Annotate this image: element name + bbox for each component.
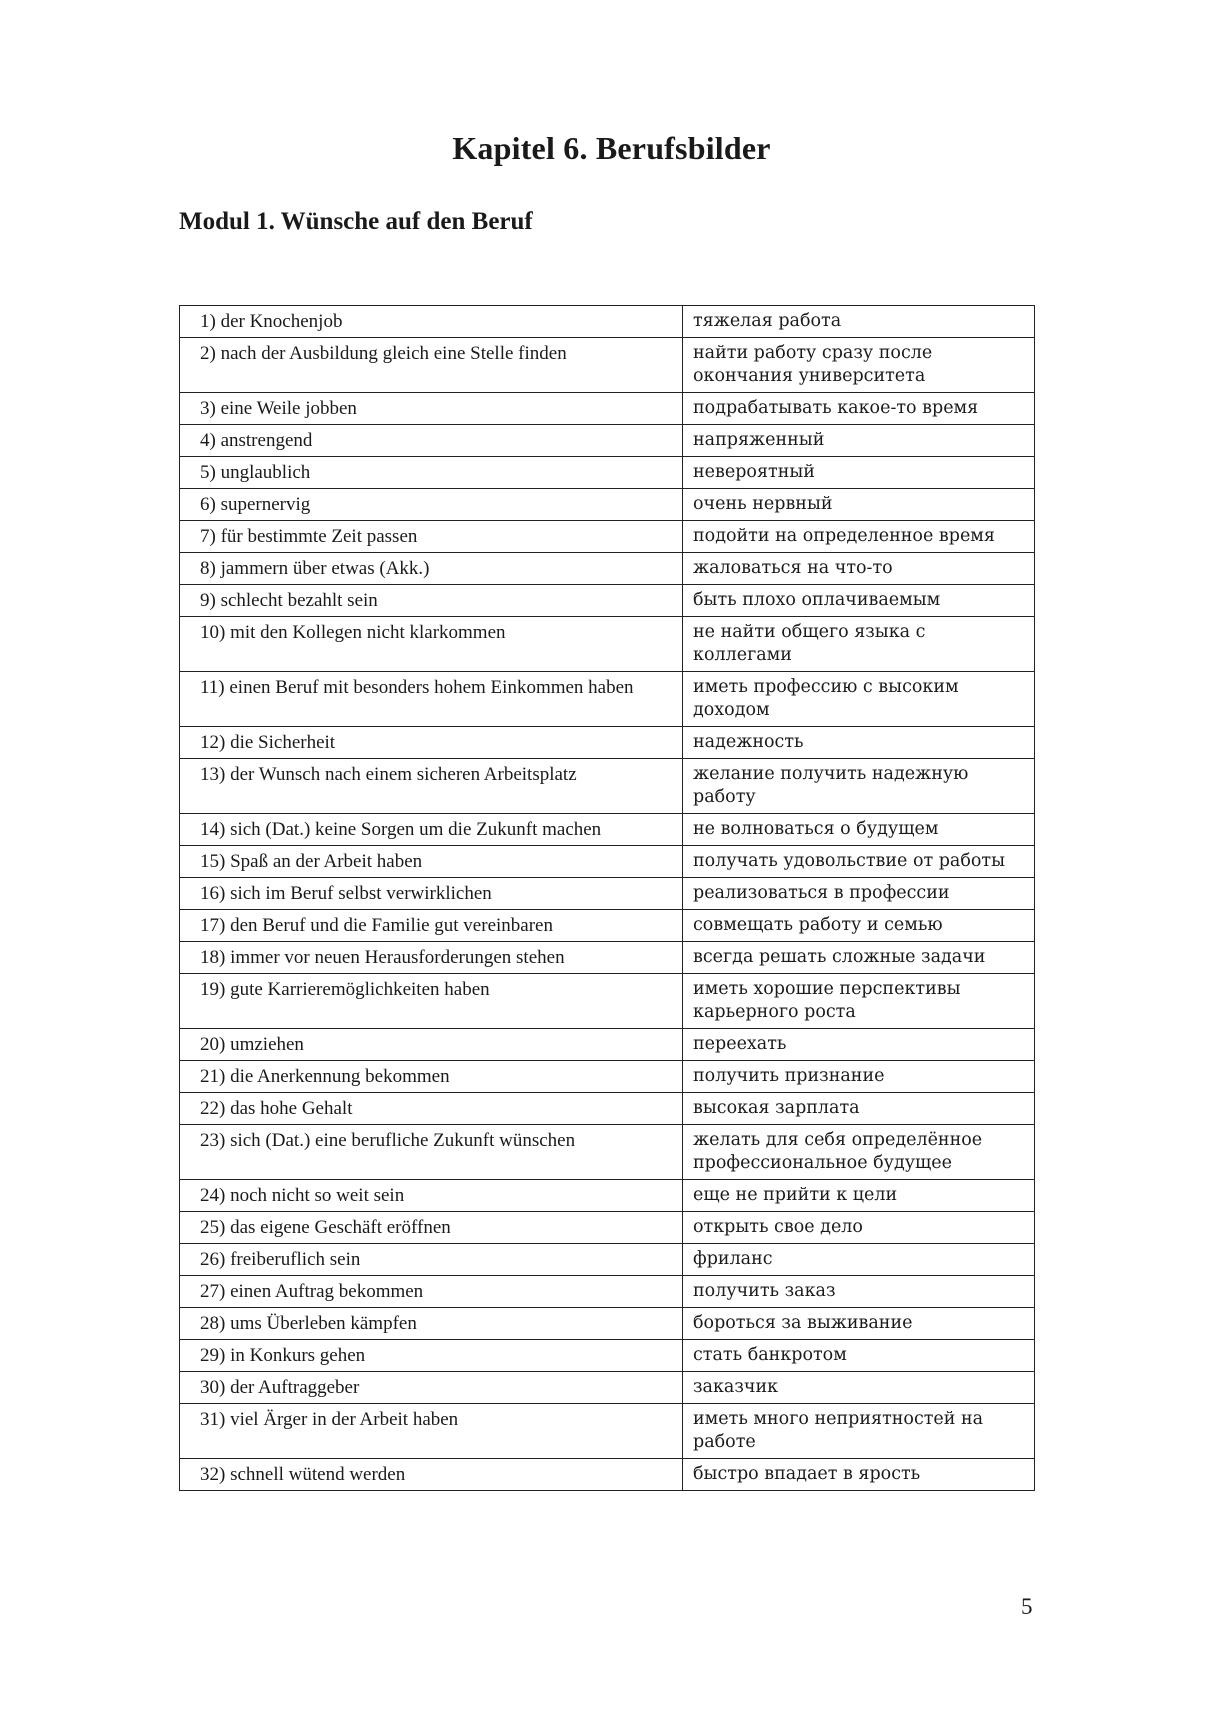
vocabulary-row — [180, 425, 1035, 457]
german-term-cell — [180, 1276, 683, 1308]
german-term: 8) jammern über etwas (Akk.) — [200, 558, 430, 579]
vocabulary-row — [180, 553, 1035, 585]
german-term-cell — [180, 425, 683, 457]
russian-translation: надежность — [683, 727, 1035, 759]
vocabulary-row — [180, 457, 1035, 489]
german-term-cell — [180, 974, 683, 1029]
german-term-cell — [180, 1061, 683, 1093]
vocabulary-row — [180, 878, 1035, 910]
german-term-cell — [180, 1404, 683, 1459]
vocabulary-row — [180, 617, 1035, 672]
german-term: 32) schnell wütend werden — [200, 1464, 406, 1485]
german-term: 13) der Wunsch nach einem sicheren Arbeitsplatz — [200, 764, 577, 785]
german-term: 6) supernervig — [200, 494, 311, 515]
german-term: 2) nach der Ausbildung gleich eine Stelle finden — [200, 343, 567, 364]
vocabulary-row — [180, 1276, 1035, 1308]
vocabulary-row — [180, 521, 1035, 553]
russian-translation: иметь хорошие перспективы карьерного роста — [683, 974, 1035, 1029]
german-term: 5) unglaublich — [200, 462, 311, 483]
german-term-cell — [180, 521, 683, 553]
german-term: 27) einen Auftrag bekommen — [200, 1281, 424, 1302]
vocabulary-row — [180, 306, 1035, 338]
vocabulary-table-body — [180, 306, 1035, 1491]
german-term: 16) sich im Beruf selbst verwirklichen — [200, 883, 492, 904]
german-term: 9) schlecht bezahlt sein — [200, 590, 378, 611]
vocabulary-row — [180, 974, 1035, 1029]
vocabulary-row — [180, 393, 1035, 425]
russian-translation: жаловаться на что-то — [683, 553, 1035, 585]
german-term-cell — [180, 1212, 683, 1244]
german-term: 17) den Beruf und die Familie gut vereinbaren — [200, 915, 553, 936]
russian-translation: желание получить надежную работу — [683, 759, 1035, 814]
vocabulary-row — [180, 1125, 1035, 1180]
german-term: 23) sich (Dat.) eine berufliche Zukunft wünschen — [200, 1130, 576, 1151]
vocabulary-row — [180, 759, 1035, 814]
vocabulary-row — [180, 1459, 1035, 1491]
vocabulary-row — [180, 489, 1035, 521]
russian-translation: заказчик — [683, 1372, 1035, 1404]
russian-translation: быть плохо оплачиваемым — [683, 585, 1035, 617]
russian-translation: реализоваться в профессии — [683, 878, 1035, 910]
vocabulary-row — [180, 727, 1035, 759]
russian-translation: получить признание — [683, 1061, 1035, 1093]
vocabulary-row — [180, 1093, 1035, 1125]
russian-translation: получить заказ — [683, 1276, 1035, 1308]
german-term-cell — [180, 617, 683, 672]
german-term-cell — [180, 759, 683, 814]
vocabulary-row — [180, 338, 1035, 393]
vocabulary-row — [180, 672, 1035, 727]
vocabulary-row — [180, 1372, 1035, 1404]
german-term-cell — [180, 1372, 683, 1404]
german-term-cell — [180, 1459, 683, 1491]
vocabulary-row — [180, 846, 1035, 878]
russian-translation: невероятный — [683, 457, 1035, 489]
german-term: 7) für bestimmte Zeit passen — [200, 526, 418, 547]
german-term: 22) das hohe Gehalt — [200, 1098, 353, 1119]
vocabulary-row — [180, 1180, 1035, 1212]
german-term-cell — [180, 306, 683, 338]
russian-translation: не волноваться о будущем — [683, 814, 1035, 846]
german-term: 31) viel Ärger in der Arbeit haben — [200, 1409, 459, 1430]
module-title: Modul 1. Wünsche auf den Beruf — [179, 208, 533, 235]
german-term-cell — [180, 942, 683, 974]
russian-translation: фриланс — [683, 1244, 1035, 1276]
russian-translation: высокая зарплата — [683, 1093, 1035, 1125]
vocabulary-row — [180, 1212, 1035, 1244]
german-term-cell — [180, 1125, 683, 1180]
german-term: 28) ums Überleben kämpfen — [200, 1313, 417, 1334]
vocabulary-row — [180, 1308, 1035, 1340]
german-term: 15) Spaß an der Arbeit haben — [200, 851, 423, 872]
russian-translation: тяжелая работа — [683, 306, 1035, 338]
german-term: 12) die Sicherheit — [200, 732, 336, 753]
vocabulary-row — [180, 1061, 1035, 1093]
german-term-cell — [180, 1244, 683, 1276]
chapter-title: Kapitel 6. Berufsbilder — [452, 130, 771, 166]
german-term: 1) der Knochenjob — [200, 311, 343, 332]
german-term: 14) sich (Dat.) keine Sorgen um die Zukunft machen — [200, 819, 602, 840]
german-term-cell — [180, 727, 683, 759]
german-term-cell — [180, 1180, 683, 1212]
german-term: 20) umziehen — [200, 1034, 304, 1055]
russian-translation: еще не прийти к цели — [683, 1180, 1035, 1212]
german-term-cell — [180, 457, 683, 489]
german-term-cell — [180, 814, 683, 846]
german-term-cell — [180, 1308, 683, 1340]
german-term: 26) freiberuflich sein — [200, 1249, 361, 1270]
vocabulary-row — [180, 1029, 1035, 1061]
russian-translation: иметь профессию с высоким доходом — [683, 672, 1035, 727]
russian-translation: не найти общего языка с коллегами — [683, 617, 1035, 672]
german-term-cell — [180, 1029, 683, 1061]
german-term-cell — [180, 878, 683, 910]
vocabulary-row — [180, 942, 1035, 974]
russian-translation: желать для себя определённое профессиональное будущее — [683, 1125, 1035, 1180]
russian-translation: подрабатывать какое-то время — [683, 393, 1035, 425]
german-term-cell — [180, 489, 683, 521]
russian-translation: совмещать работу и семью — [683, 910, 1035, 942]
german-term: 10) mit den Kollegen nicht klarkommen — [200, 622, 506, 643]
russian-translation: найти работу сразу после окончания университета — [683, 338, 1035, 393]
vocabulary-row — [180, 1244, 1035, 1276]
german-term: 4) anstrengend — [200, 430, 313, 451]
vocabulary-row — [180, 1340, 1035, 1372]
page-number: 5 — [1021, 1594, 1033, 1619]
german-term: 3) eine Weile jobben — [200, 398, 357, 419]
german-term: 30) der Auftraggeber — [200, 1377, 360, 1398]
russian-translation: стать банкротом — [683, 1340, 1035, 1372]
german-term-cell — [180, 553, 683, 585]
russian-translation: очень нервный — [683, 489, 1035, 521]
russian-translation: переехать — [683, 1029, 1035, 1061]
german-term-cell — [180, 1340, 683, 1372]
german-term-cell — [180, 672, 683, 727]
german-term: 11) einen Beruf mit besonders hohem Einkommen haben — [200, 677, 634, 698]
russian-translation: напряженный — [683, 425, 1035, 457]
german-term-cell — [180, 846, 683, 878]
german-term: 18) immer vor neuen Herausforderungen stehen — [200, 947, 565, 968]
german-term-cell — [180, 910, 683, 942]
vocabulary-row — [180, 910, 1035, 942]
german-term-cell — [180, 585, 683, 617]
russian-translation: подойти на определенное время — [683, 521, 1035, 553]
vocabulary-row — [180, 814, 1035, 846]
german-term-cell — [180, 1093, 683, 1125]
german-term: 29) in Konkurs gehen — [200, 1345, 366, 1366]
vocabulary-row — [180, 1404, 1035, 1459]
vocabulary-table — [179, 305, 1035, 1491]
russian-translation: получать удовольствие от работы — [683, 846, 1035, 878]
vocabulary-row — [180, 585, 1035, 617]
german-term: 21) die Anerkennung bekommen — [200, 1066, 450, 1087]
russian-translation: иметь много неприятностей на работе — [683, 1404, 1035, 1459]
german-term-cell — [180, 338, 683, 393]
russian-translation: бороться за выживание — [683, 1308, 1035, 1340]
russian-translation: всегда решать сложные задачи — [683, 942, 1035, 974]
german-term-cell — [180, 393, 683, 425]
german-term: 25) das eigene Geschäft eröffnen — [200, 1217, 451, 1238]
russian-translation: быстро впадает в ярость — [683, 1459, 1035, 1491]
russian-translation: открыть свое дело — [683, 1212, 1035, 1244]
german-term: 24) noch nicht so weit sein — [200, 1185, 405, 1206]
german-term: 19) gute Karrieremöglichkeiten haben — [200, 979, 490, 1000]
